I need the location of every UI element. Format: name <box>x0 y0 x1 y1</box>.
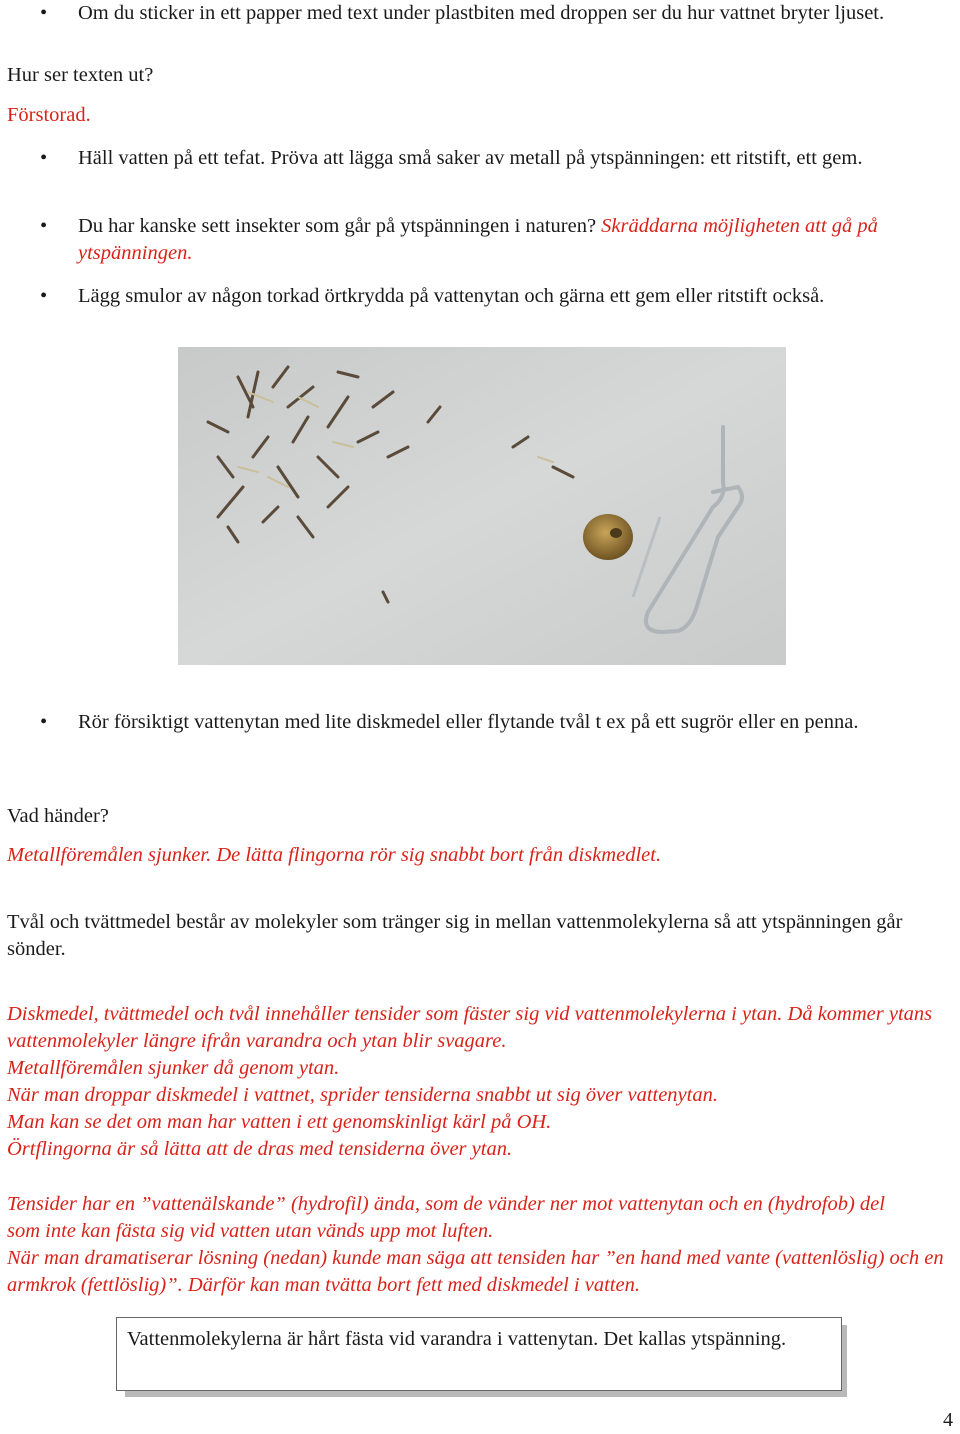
thumbtack-head <box>583 514 633 560</box>
definition-box <box>116 1317 842 1391</box>
bullet-text: Lägg smulor av någon torkad örtkrydda på vattenytan och gärna ett gem eller ritstift också. <box>78 285 825 307</box>
red-line: Man kan se det om man har vatten i ett genomskinligt kärl på OH. <box>7 1111 552 1133</box>
bullet-icon: • <box>40 147 48 169</box>
red-paragraph-3: När man dramatiserar lösning (nedan) kunde man säga att tensiden har ”en hand med vante (vattenlöslig) och en armkrok (fettlöslig)”. Därför kan man tvätta bort fett med diskmedel i vatten. <box>7 1247 944 1296</box>
red-line: När man droppar diskmedel i vattnet, sprider tensiderna snabbt ut sig över vattenytan. <box>7 1084 718 1106</box>
paragraph-1: Tvål och tvättmedel består av molekyler som tränger sig in mellan vattenmolekylerna så att ytspänningen går sönder. <box>7 911 903 960</box>
answer-1: Förstorad. <box>7 104 91 126</box>
question-2: Vad händer? <box>7 805 109 827</box>
bullet-text: Rör försiktigt vattenytan med lite diskmedel eller flytande tvål t ex på ett sugrör eller en penna. <box>78 711 859 733</box>
experiment-photo <box>178 347 786 665</box>
bullet-text-plain: Du har kanske sett insekter som går på ytspänningen i naturen? <box>78 215 597 237</box>
bullet-text <box>78 213 958 267</box>
bullet-text: Häll vatten på ett tefat. Pröva att lägga små saker av metall på ytspänningen: ett ritstift, ett gem. <box>78 147 863 169</box>
red-paragraph-1: Diskmedel, tvättmedel och tvål innehåller tensider som fäster sig vid vattenmolekylerna i ytan. Då kommer ytans vattenmolekyler längre ifrån varandra och ytan blir svagare. <box>7 1003 933 1052</box>
bullet-icon: • <box>40 2 48 24</box>
answer-2: Metallföremålen sjunker. De lätta flingorna rör sig snabbt bort från diskmedlet. <box>7 844 662 866</box>
photo-illustration <box>178 347 786 665</box>
bullet-icon: • <box>40 711 48 733</box>
bullet-icon: • <box>40 215 48 237</box>
red-line: Metallföremålen sjunker då genom ytan. <box>7 1057 340 1079</box>
bullet-icon: • <box>40 285 48 307</box>
red-paragraph-2: Tensider har en ”vattenälskande” (hydrofil) ända, som de vänder ner mot vattenytan och en (hydrofob) del som inte kan fästa sig vid vatten utan vänds upp mot luften. <box>7 1193 885 1242</box>
definition-text: Vattenmolekylerna är hårt fästa vid varandra i vattenytan. Det kallas ytspänning. <box>127 1328 787 1350</box>
bullet-text: Om du sticker in ett papper med text under plastbiten med droppen ser du hur vattnet bryter ljuset. <box>78 2 885 24</box>
question-1: Hur ser texten ut? <box>7 64 154 86</box>
page-number: 4 <box>943 1409 953 1431</box>
bullet-text-answer: Skräddarna möjligheten att gå på ytspänningen. <box>78 215 878 264</box>
red-line: Örtflingorna är så lätta att de dras med tensiderna över ytan. <box>7 1138 513 1160</box>
